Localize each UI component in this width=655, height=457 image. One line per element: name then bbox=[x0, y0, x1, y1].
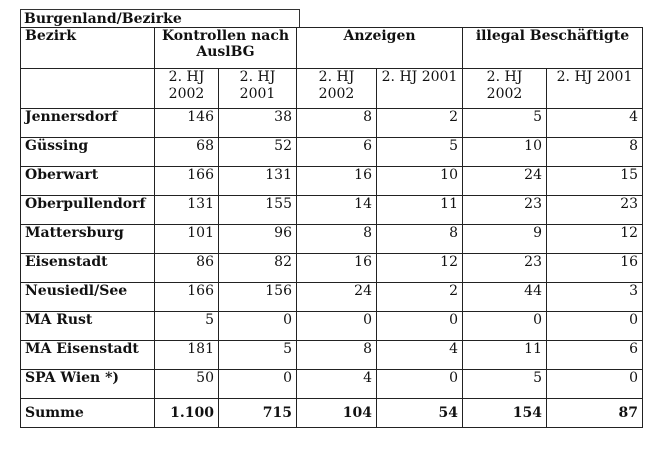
value-cell: 12 bbox=[547, 225, 643, 254]
table-row bbox=[21, 196, 643, 225]
summe-value: 104 bbox=[297, 399, 377, 428]
value-cell: 0 bbox=[377, 312, 463, 341]
value-cell: 44 bbox=[463, 283, 547, 312]
value-cell: 38 bbox=[219, 109, 297, 138]
value-cell: 5 bbox=[377, 138, 463, 167]
subhead-period: 2. HJ 2001 bbox=[547, 69, 643, 109]
value-cell: 0 bbox=[377, 370, 463, 399]
value-cell: 4 bbox=[377, 341, 463, 370]
header-illegal-beschaeftigte: illegal Beschäftigte bbox=[463, 28, 643, 69]
district-name: Jennersdorf bbox=[21, 109, 155, 138]
district-name: Neusiedl/See bbox=[21, 283, 155, 312]
value-cell: 0 bbox=[219, 370, 297, 399]
value-cell: 8 bbox=[297, 109, 377, 138]
statistics-table bbox=[20, 27, 643, 428]
value-cell: 24 bbox=[463, 167, 547, 196]
value-cell: 86 bbox=[155, 254, 219, 283]
value-cell: 5 bbox=[463, 109, 547, 138]
value-cell: 3 bbox=[547, 283, 643, 312]
value-cell: 11 bbox=[377, 196, 463, 225]
table-row bbox=[21, 138, 643, 167]
table-row bbox=[21, 312, 643, 341]
value-cell: 0 bbox=[547, 312, 643, 341]
value-cell: 11 bbox=[463, 341, 547, 370]
value-cell: 68 bbox=[155, 138, 219, 167]
value-cell: 131 bbox=[219, 167, 297, 196]
value-cell: 156 bbox=[219, 283, 297, 312]
value-cell: 166 bbox=[155, 167, 219, 196]
summe-value: 87 bbox=[547, 399, 643, 428]
header-empty-cell bbox=[21, 69, 155, 109]
value-cell: 23 bbox=[547, 196, 643, 225]
subhead-period: 2. HJ 2001 bbox=[377, 69, 463, 109]
table-row bbox=[21, 283, 643, 312]
value-cell: 0 bbox=[463, 312, 547, 341]
value-cell: 82 bbox=[219, 254, 297, 283]
table-row bbox=[21, 167, 643, 196]
value-cell: 166 bbox=[155, 283, 219, 312]
value-cell: 9 bbox=[463, 225, 547, 254]
summe-row bbox=[21, 399, 643, 428]
subhead-period: 2. HJ 2001 bbox=[219, 69, 297, 109]
subhead-period: 2. HJ 2002 bbox=[155, 69, 219, 109]
district-name: Oberpullendorf bbox=[21, 196, 155, 225]
table-row bbox=[21, 341, 643, 370]
summe-value: 1.100 bbox=[155, 399, 219, 428]
value-cell: 5 bbox=[155, 312, 219, 341]
value-cell: 6 bbox=[547, 341, 643, 370]
subhead-period: 2. HJ 2002 bbox=[463, 69, 547, 109]
table-row bbox=[21, 254, 643, 283]
value-cell: 0 bbox=[297, 312, 377, 341]
district-name: SPA Wien *) bbox=[21, 370, 155, 399]
table-row bbox=[21, 225, 643, 254]
table-row bbox=[21, 109, 643, 138]
value-cell: 16 bbox=[297, 167, 377, 196]
value-cell: 5 bbox=[463, 370, 547, 399]
district-name: MA Rust bbox=[21, 312, 155, 341]
value-cell: 2 bbox=[377, 283, 463, 312]
district-name: Eisenstadt bbox=[21, 254, 155, 283]
value-cell: 12 bbox=[377, 254, 463, 283]
summe-value: 54 bbox=[377, 399, 463, 428]
value-cell: 50 bbox=[155, 370, 219, 399]
value-cell: 6 bbox=[297, 138, 377, 167]
summe-label: Summe bbox=[21, 399, 155, 428]
district-name: Oberwart bbox=[21, 167, 155, 196]
header-kontrollen: Kontrollen nach AuslBG bbox=[155, 28, 297, 69]
value-cell: 5 bbox=[219, 341, 297, 370]
table-row bbox=[21, 370, 643, 399]
value-cell: 0 bbox=[547, 370, 643, 399]
value-cell: 0 bbox=[219, 312, 297, 341]
value-cell: 2 bbox=[377, 109, 463, 138]
value-cell: 23 bbox=[463, 196, 547, 225]
summe-value: 715 bbox=[219, 399, 297, 428]
value-cell: 24 bbox=[297, 283, 377, 312]
value-cell: 131 bbox=[155, 196, 219, 225]
value-cell: 4 bbox=[547, 109, 643, 138]
subhead-period: 2. HJ 2002 bbox=[297, 69, 377, 109]
value-cell: 101 bbox=[155, 225, 219, 254]
value-cell: 8 bbox=[547, 138, 643, 167]
value-cell: 96 bbox=[219, 225, 297, 254]
value-cell: 8 bbox=[377, 225, 463, 254]
value-cell: 14 bbox=[297, 196, 377, 225]
value-cell: 10 bbox=[377, 167, 463, 196]
district-name: Mattersburg bbox=[21, 225, 155, 254]
header-anzeigen: Anzeigen bbox=[297, 28, 463, 69]
value-cell: 15 bbox=[547, 167, 643, 196]
table-caption: Burgenland/Bezirke bbox=[20, 9, 300, 28]
value-cell: 8 bbox=[297, 225, 377, 254]
header-bezirk: Bezirk bbox=[21, 28, 155, 69]
summe-value: 154 bbox=[463, 399, 547, 428]
district-name: MA Eisenstadt bbox=[21, 341, 155, 370]
value-cell: 10 bbox=[463, 138, 547, 167]
value-cell: 16 bbox=[547, 254, 643, 283]
value-cell: 146 bbox=[155, 109, 219, 138]
value-cell: 16 bbox=[297, 254, 377, 283]
district-name: Güssing bbox=[21, 138, 155, 167]
value-cell: 4 bbox=[297, 370, 377, 399]
value-cell: 181 bbox=[155, 341, 219, 370]
value-cell: 8 bbox=[297, 341, 377, 370]
value-cell: 23 bbox=[463, 254, 547, 283]
value-cell: 52 bbox=[219, 138, 297, 167]
value-cell: 155 bbox=[219, 196, 297, 225]
